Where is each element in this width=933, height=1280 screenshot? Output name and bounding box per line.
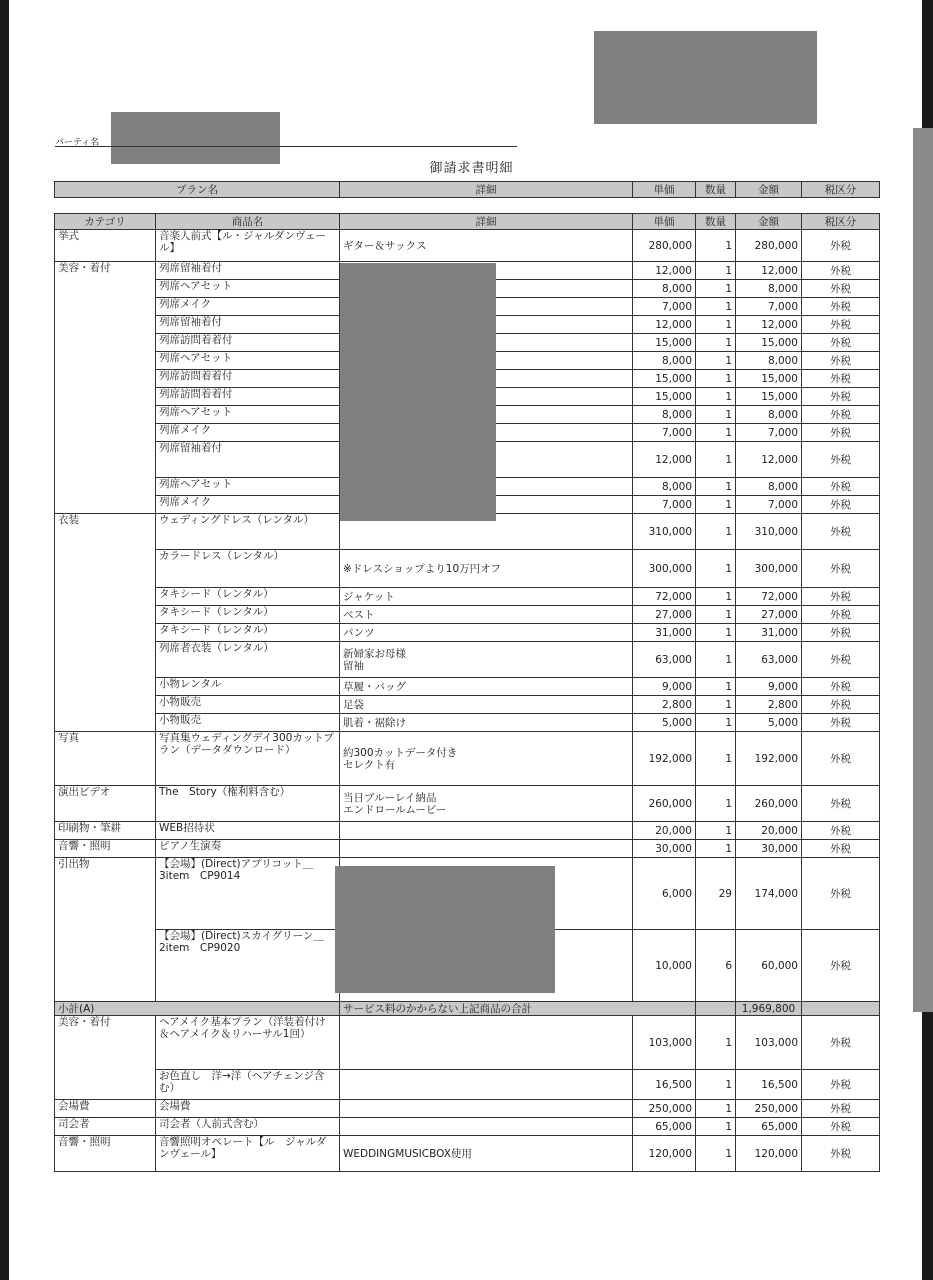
detail-header-cell: カテゴリ [55,214,156,230]
tax-class-cell: 外税 [802,1016,880,1070]
quantity-cell: 1 [696,1136,736,1172]
unit-price-cell: 250,000 [633,1100,696,1118]
category-cell: 印刷物・筆耕 [55,822,156,840]
tax-class-cell: 外税 [802,370,880,388]
tax-class-cell: 外税 [802,514,880,550]
amount-cell: 120,000 [736,1136,802,1172]
unit-price-cell: 72,000 [633,588,696,606]
tax-class-cell: 外税 [802,406,880,424]
quantity-cell: 1 [696,280,736,298]
category-cell: 美容・着付 [55,262,156,514]
amount-cell: 31,000 [736,624,802,642]
quantity-cell: 1 [696,496,736,514]
tax-class-cell: 外税 [802,930,880,1002]
tax-class-cell: 外税 [802,298,880,316]
category-cell: 演出ビデオ [55,786,156,822]
item-name-cell: タキシード（レンタル） [156,588,340,606]
redacted-detail-gifts [335,866,555,993]
document-title: 御請求書明細 [429,161,514,176]
detail-header-cell: 単価 [633,214,696,230]
unit-price-cell: 15,000 [633,388,696,406]
amount-cell: 72,000 [736,588,802,606]
unit-price-cell: 5,000 [633,714,696,732]
amount-cell: 174,000 [736,858,802,930]
item-name-cell: 会場費 [156,1100,340,1118]
unit-price-cell: 260,000 [633,786,696,822]
tax-class-cell: 外税 [802,478,880,496]
tax-class-cell: 外税 [802,1100,880,1118]
table-row [55,624,880,642]
table-row [55,1016,880,1070]
tax-class-cell: 外税 [802,550,880,588]
table-row [55,1136,880,1172]
quantity-cell: 1 [696,624,736,642]
detail-cell: 当日ブルーレイ納品 エンドロールムービー [340,786,633,822]
amount-cell: 9,000 [736,678,802,696]
unit-price-cell: 300,000 [633,550,696,588]
detail-header-cell: 税区分 [802,214,880,230]
table-row [55,588,880,606]
amount-cell: 8,000 [736,280,802,298]
party-name-underline [55,146,517,147]
redacted-detail-beauty [340,263,496,521]
category-cell: 音響・照明 [55,1136,156,1172]
table-row [55,1070,880,1100]
unit-price-cell: 63,000 [633,642,696,678]
category-cell: 写真 [55,732,156,786]
detail-header-cell: 商品名 [156,214,340,230]
item-name-cell: 列席ヘアセット [156,352,340,370]
tax-class-cell: 外税 [802,316,880,334]
table-row [55,786,880,822]
item-name-cell: The Story（権利料含む） [156,786,340,822]
unit-price-cell: 280,000 [633,230,696,262]
item-name-cell: 列席メイク [156,298,340,316]
quantity-cell: 1 [696,678,736,696]
quantity-cell: 1 [696,840,736,858]
item-name-cell: WEB招待状 [156,822,340,840]
detail-cell: 約300カットデータ付き セレクト有 [340,732,633,786]
detail-cell [340,840,633,858]
unit-price-cell: 15,000 [633,370,696,388]
party-name-label: パーティ名 [55,138,100,148]
amount-cell: 8,000 [736,406,802,424]
item-name-cell: 【会場】(Direct)スカイグリーン＿2item CP9020 [156,930,340,1002]
amount-cell: 8,000 [736,352,802,370]
amount-cell: 65,000 [736,1118,802,1136]
tax-class-cell: 外税 [802,280,880,298]
tax-class-cell: 外税 [802,588,880,606]
item-name-cell: 司会者（人前式含む） [156,1118,340,1136]
subtotal-description: サービス料のかからない上記商品の合計 [340,1002,696,1016]
amount-cell: 15,000 [736,334,802,352]
unit-price-cell: 12,000 [633,262,696,280]
unit-price-cell: 8,000 [633,352,696,370]
tax-class-cell: 外税 [802,442,880,478]
amount-cell: 310,000 [736,514,802,550]
amount-cell: 7,000 [736,424,802,442]
plan-header-cell: 数量 [696,182,736,198]
amount-cell: 12,000 [736,316,802,334]
table-row [55,1100,880,1118]
tax-class-cell: 外税 [802,678,880,696]
subtotal-tax-blank [802,1002,880,1016]
unit-price-cell: 2,800 [633,696,696,714]
amount-cell: 15,000 [736,388,802,406]
table-row [55,230,880,262]
item-name-cell: 小物レンタル [156,678,340,696]
amount-cell: 60,000 [736,930,802,1002]
plan-header-cell: 詳細 [340,182,633,198]
quantity-cell: 1 [696,370,736,388]
category-cell: 音響・照明 [55,840,156,858]
detail-cell [340,1118,633,1136]
item-name-cell: 列席留袖着付 [156,262,340,280]
tax-class-cell: 外税 [802,786,880,822]
table-row [55,642,880,678]
tax-class-cell: 外税 [802,496,880,514]
quantity-cell: 1 [696,550,736,588]
unit-price-cell: 120,000 [633,1136,696,1172]
quantity-cell: 1 [696,1100,736,1118]
tax-class-cell: 外税 [802,732,880,786]
table-row [55,606,880,624]
amount-cell: 192,000 [736,732,802,786]
tax-class-cell: 外税 [802,334,880,352]
item-name-cell: 【会場】(Direct)アプリコット＿3item CP9014 [156,858,340,930]
redacted-block-top-right [594,31,817,124]
item-name-cell: ピアノ生演奏 [156,840,340,858]
plan-header-cell: 金額 [736,182,802,198]
amount-cell: 2,800 [736,696,802,714]
item-name-cell: 列席留袖着付 [156,316,340,334]
tax-class-cell: 外税 [802,424,880,442]
table-row [55,840,880,858]
item-name-cell: タキシード（レンタル） [156,606,340,624]
plan-header-cell: プラン名 [55,182,340,198]
unit-price-cell: 12,000 [633,442,696,478]
quantity-cell: 1 [696,230,736,262]
quantity-cell: 1 [696,714,736,732]
amount-cell: 12,000 [736,442,802,478]
unit-price-cell: 7,000 [633,424,696,442]
tax-class-cell: 外税 [802,606,880,624]
amount-cell: 12,000 [736,262,802,280]
tax-class-cell: 外税 [802,624,880,642]
amount-cell: 27,000 [736,606,802,624]
quantity-cell: 1 [696,696,736,714]
tax-class-cell: 外税 [802,642,880,678]
item-name-cell: 列席ヘアセット [156,478,340,496]
category-cell: 引出物 [55,858,156,1002]
subtotal-label: 小計(A) [55,1002,340,1016]
quantity-cell: 1 [696,334,736,352]
unit-price-cell: 16,500 [633,1070,696,1100]
quantity-cell: 1 [696,822,736,840]
category-cell: 会場費 [55,1100,156,1118]
tax-class-cell: 外税 [802,1118,880,1136]
item-name-cell: 列席メイク [156,496,340,514]
quantity-cell: 1 [696,298,736,316]
detail-cell: ベスト [340,606,633,624]
detail-header-row [55,214,880,230]
unit-price-cell: 15,000 [633,334,696,352]
item-name-cell: 列席ヘアセット [156,280,340,298]
quantity-cell: 1 [696,406,736,424]
category-cell: 司会者 [55,1118,156,1136]
tax-class-cell: 外税 [802,858,880,930]
detail-cell: ※ドレスショップより10万円オフ [340,550,633,588]
plan-header-cell: 税区分 [802,182,880,198]
table-row [55,678,880,696]
quantity-cell: 1 [696,478,736,496]
item-name-cell: 音響照明オペレート【ル ジャルダンヴェール】 [156,1136,340,1172]
unit-price-cell: 8,000 [633,478,696,496]
item-name-cell: 列席留袖着付 [156,442,340,478]
amount-cell: 103,000 [736,1016,802,1070]
amount-cell: 16,500 [736,1070,802,1100]
tax-class-cell: 外税 [802,1070,880,1100]
quantity-cell: 1 [696,514,736,550]
unit-price-cell: 30,000 [633,840,696,858]
item-name-cell: 小物販売 [156,714,340,732]
unit-price-cell: 7,000 [633,496,696,514]
detail-cell [340,822,633,840]
detail-cell [340,1070,633,1100]
amount-cell: 20,000 [736,822,802,840]
quantity-cell: 1 [696,442,736,478]
tax-class-cell: 外税 [802,696,880,714]
unit-price-cell: 65,000 [633,1118,696,1136]
amount-cell: 5,000 [736,714,802,732]
table-row [55,696,880,714]
quantity-cell: 1 [696,588,736,606]
item-name-cell: カラードレス（レンタル） [156,550,340,588]
tax-class-cell: 外税 [802,352,880,370]
scan-edge-left [0,0,9,1280]
quantity-cell: 1 [696,786,736,822]
quantity-cell: 1 [696,316,736,334]
unit-price-cell: 310,000 [633,514,696,550]
quantity-cell: 1 [696,352,736,370]
detail-cell: WEDDINGMUSICBOX使用 [340,1136,633,1172]
quantity-cell: 1 [696,424,736,442]
quantity-cell: 1 [696,262,736,280]
table-row [55,550,880,588]
detail-header-cell: 金額 [736,214,802,230]
detail-header-cell: 数量 [696,214,736,230]
detail-cell [340,1016,633,1070]
side-redaction-bar [913,128,933,1012]
unit-price-cell: 31,000 [633,624,696,642]
table-row [55,822,880,840]
detail-cell: パンツ [340,624,633,642]
unit-price-cell: 9,000 [633,678,696,696]
tax-class-cell: 外税 [802,262,880,280]
tax-class-cell: 外税 [802,388,880,406]
quantity-cell: 1 [696,1070,736,1100]
item-name-cell: 列席者衣装（レンタル） [156,642,340,678]
plan-header-cell: 単価 [633,182,696,198]
tax-class-cell: 外税 [802,230,880,262]
item-name-cell: 小物販売 [156,696,340,714]
unit-price-cell: 10,000 [633,930,696,1002]
item-name-cell: 列席訪問着着付 [156,334,340,352]
quantity-cell: 1 [696,642,736,678]
amount-cell: 280,000 [736,230,802,262]
quantity-cell: 6 [696,930,736,1002]
detail-cell: 草履・バッグ [340,678,633,696]
amount-cell: 7,000 [736,298,802,316]
table-row [55,1118,880,1136]
item-name-cell: 列席ヘアセット [156,406,340,424]
quantity-cell: 1 [696,1118,736,1136]
item-name-cell: 写真集ウェディングデイ300カットプラン（データダウンロード） [156,732,340,786]
unit-price-cell: 20,000 [633,822,696,840]
detail-cell: 足袋 [340,696,633,714]
detail-cell: 肌着・裾除け [340,714,633,732]
tax-class-cell: 外税 [802,840,880,858]
item-name-cell: お色直し 洋→洋（ヘアチェンジ含む） [156,1070,340,1100]
unit-price-cell: 12,000 [633,316,696,334]
amount-cell: 260,000 [736,786,802,822]
amount-cell: 63,000 [736,642,802,678]
subtotal-qty-blank [696,1002,736,1016]
unit-price-cell: 192,000 [633,732,696,786]
unit-price-cell: 103,000 [633,1016,696,1070]
quantity-cell: 1 [696,1016,736,1070]
unit-price-cell: 8,000 [633,280,696,298]
plan-table [54,181,880,198]
tax-class-cell: 外税 [802,822,880,840]
unit-price-cell: 27,000 [633,606,696,624]
amount-cell: 250,000 [736,1100,802,1118]
quantity-cell: 1 [696,388,736,406]
amount-cell: 300,000 [736,550,802,588]
tax-class-cell: 外税 [802,714,880,732]
item-name-cell: 列席メイク [156,424,340,442]
item-name-cell: ヘアメイク基本プラン（洋装着付け＆ヘアメイク＆リハーサル1回） [156,1016,340,1070]
detail-cell: 新婦家お母様 留袖 [340,642,633,678]
subtotal-row [55,1002,880,1016]
quantity-cell: 1 [696,606,736,624]
table-row [55,714,880,732]
detail-header-cell: 詳細 [340,214,633,230]
subtotal-amount: 1,969,800 [736,1002,802,1016]
unit-price-cell: 7,000 [633,298,696,316]
amount-cell: 7,000 [736,496,802,514]
detail-cell: ジャケット [340,588,633,606]
unit-price-cell: 6,000 [633,858,696,930]
amount-cell: 30,000 [736,840,802,858]
amount-cell: 15,000 [736,370,802,388]
quantity-cell: 1 [696,732,736,786]
tax-class-cell: 外税 [802,1136,880,1172]
detail-cell: ギター＆サックス [340,230,633,262]
category-cell: 美容・着付 [55,1016,156,1100]
category-cell: 衣装 [55,514,156,732]
item-name-cell: 列席訪問着着付 [156,370,340,388]
amount-cell: 8,000 [736,478,802,496]
unit-price-cell: 8,000 [633,406,696,424]
quantity-cell: 29 [696,858,736,930]
item-name-cell: 列席訪問着着付 [156,388,340,406]
item-name-cell: タキシード（レンタル） [156,624,340,642]
detail-cell [340,1100,633,1118]
plan-header-row [55,182,880,198]
table-row [55,732,880,786]
item-name-cell: 音楽人前式【ル・ジャルダンヴェール】 [156,230,340,262]
item-name-cell: ウェディングドレス（レンタル） [156,514,340,550]
category-cell: 挙式 [55,230,156,262]
